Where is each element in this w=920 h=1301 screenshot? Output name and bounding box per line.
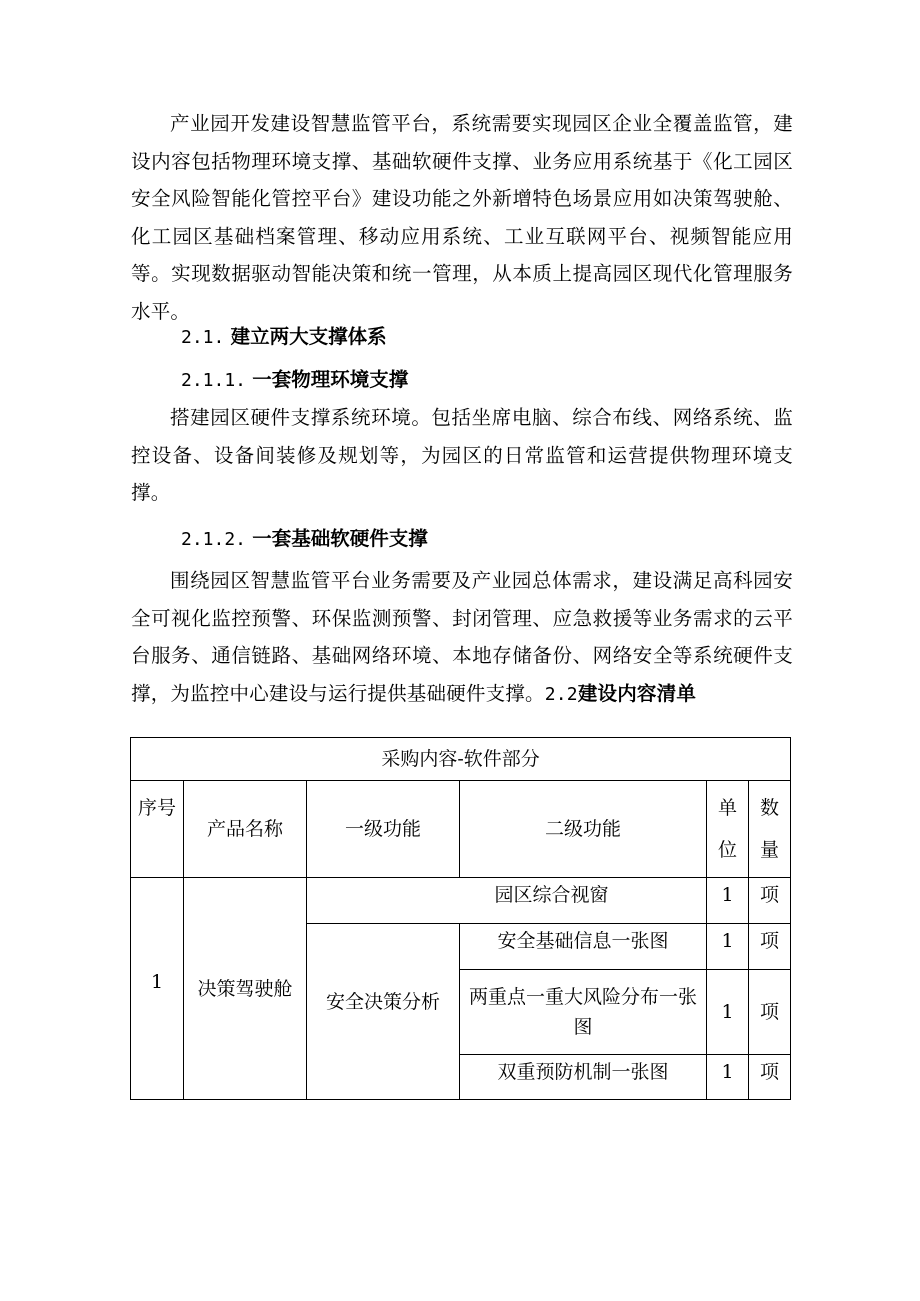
heading-2-1-2-text: 一套基础软硬件支撑 [252,527,428,550]
row-seq: 1 [131,878,184,1100]
header-qty [749,781,791,878]
table-caption: 采购内容-软件部分 [131,738,791,781]
row-unit: 1 [707,924,749,970]
row-qty: 项 [749,1055,791,1100]
row-level1-group: 安全决策分析 [307,924,460,1100]
table-header-row [131,781,791,878]
hw-sw-paragraph [131,562,793,713]
row-unit: 1 [707,970,749,1055]
heading-2-1-number: 2.1. [181,327,225,348]
row-level2: 两重点一重大风险分布一张图 [460,970,707,1055]
procurement-table [130,737,791,1100]
heading-2-1-1-number: 2.1.1. [181,370,247,391]
header-qty-char-1: 数 [760,797,780,819]
row-level2: 双重预防机制一张图 [460,1055,707,1100]
heading-2-1 [181,323,387,352]
row-qty: 项 [749,924,791,970]
physical-env-paragraph: 搭建园区硬件支撑系统环境。包括坐席电脑、综合布线、网络系统、监控设备、设备间装修及规划等，为园区的日常监管和运营提供物理环境支撑。 [131,406,793,504]
header-product: 产品名称 [184,781,307,878]
row-level2: 安全基础信息一张图 [460,924,707,970]
row-unit: 1 [707,1055,749,1100]
section-2-2-title: 建设内容清单 [577,681,697,705]
header-level1: 一级功能 [307,781,460,878]
heading-2-1-2-number: 2.1.2. [181,529,247,550]
section-2-2-number: 2.2 [544,683,578,705]
row-overview: 园区综合视窗 [307,878,707,924]
header-level2: 二级功能 [460,781,707,878]
heading-2-1-1 [181,366,408,395]
header-unit-char-2: 位 [717,839,737,861]
row-overview-qty: 项 [749,878,791,924]
header-seq: 序号 [131,781,184,878]
hw-sw-body: 围绕园区智慧监管平台业务需要及产业园总体需求，建设满足高科园安全可视化监控预警、环保监测预警、封闭管理、应急救援等业务需求的云平台服务、通信链路、基础网络环境、本地存储备份、网络安全等系统硬件支撑，为监控中心建设与运行提供基础硬件支撑。 [131,569,793,705]
table-row [131,878,791,924]
header-unit-char-1: 单 [717,797,737,819]
row-product: 决策驾驶舱 [184,878,307,1100]
intro-paragraph: 产业园开发建设智慧监管平台，系统需要实现园区企业全覆盖监管，建设内容包括物理环境支撑、基础软硬件支撑、业务应用系统基于《化工园区安全风险智能化管控平台》建设功能之外新增特色场景应用如决策驾驶舱、化工园区基础档案管理、移动应用系统、工业互联网平台、视频智能应用等。实现数据驱动智能决策和统一管理，从本质上提高园区现代化管理服务水平。 [131,112,793,323]
heading-2-1-text: 建立两大支撑体系 [230,325,387,348]
row-qty: 项 [749,970,791,1055]
heading-2-1-2 [181,525,428,554]
header-qty-char-2: 量 [760,839,780,861]
row-overview-unit: 1 [707,878,749,924]
heading-2-1-1-text: 一套物理环境支撑 [252,368,409,391]
header-unit [707,781,749,878]
